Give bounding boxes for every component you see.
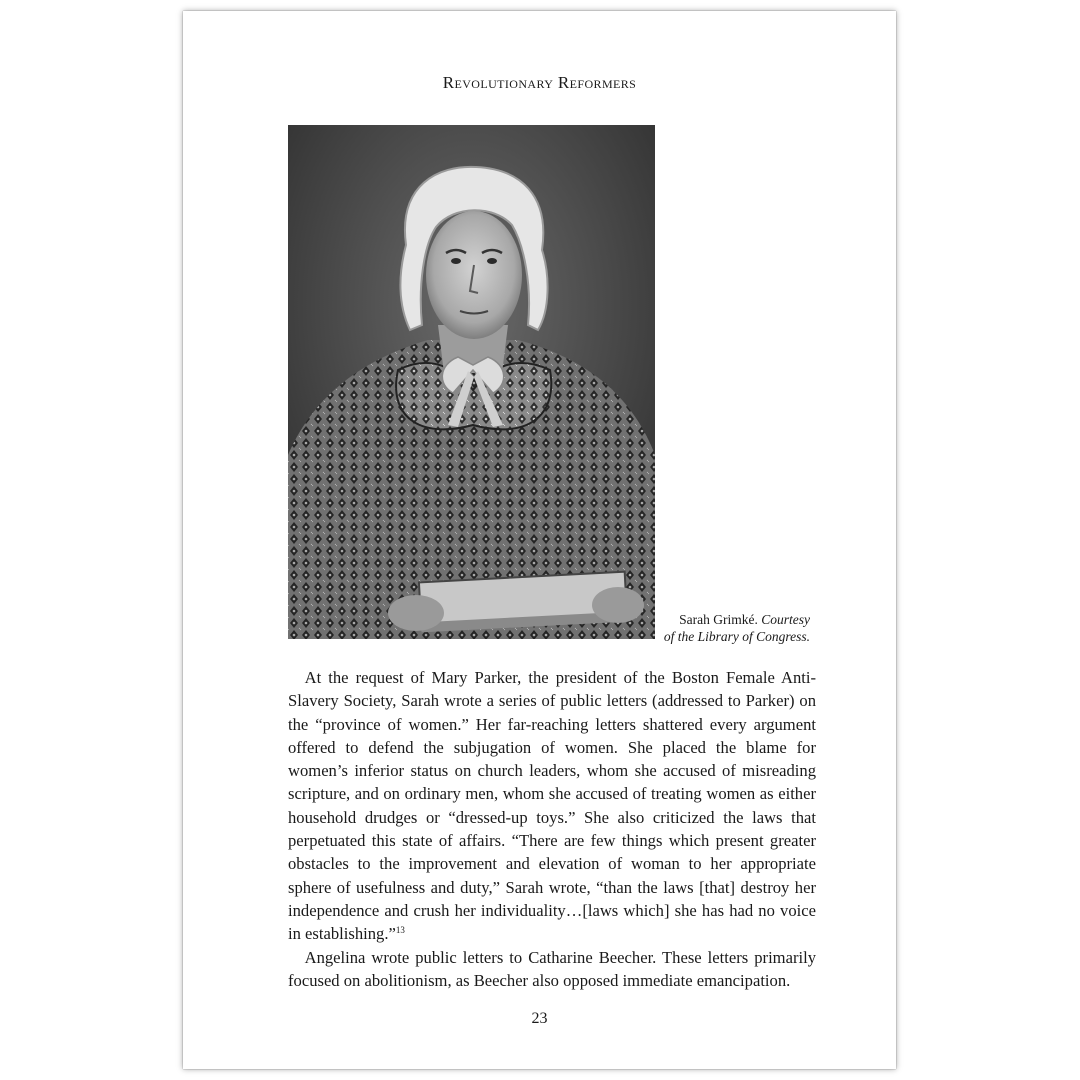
page-number: 23 <box>531 1010 548 1027</box>
caption-credit-2: of the Library of Congress. <box>663 629 810 644</box>
paragraph-2 <box>288 946 816 993</box>
endnote-ref-13: 13 <box>395 925 405 936</box>
paragraph-1-text: At the request of Mary Parker, the president of the Boston Female Anti-Slavery Society, Sarah wrote a series of public letters (addressed to Parker) on the “province of women.” Her far-reaching letters shattered every argument offered to defend the subjugation of women. She placed the blame for women’s inferior status on church leaders, whom she accused of misreading scripture, and on ordinary men, whom she accused of treating women as either household drudges or “dressed-up toys.” She also criticized the laws that perpetuated this state of affairs. “There are few things which present greater obstacles to the improvement and elevation of woman to her appropriate sphere of usefulness and duty,” Sarah wrote, “than the laws [that] destroy her independence and crush her individuality…[laws which] she has had no voice in establishing.” <box>288 668 816 944</box>
figure-caption <box>646 611 810 645</box>
running-head: Revolutionary Reformers <box>442 73 637 92</box>
portrait-photo <box>288 125 655 639</box>
body-text <box>288 666 816 992</box>
caption-name: Sarah Grimké. <box>679 612 758 627</box>
caption-credit-1: Courtesy <box>761 612 810 627</box>
paragraph-1 <box>288 666 816 946</box>
book-page <box>183 11 896 1069</box>
paragraph-2-text: Angelina wrote public letters to Catharine Beecher. These letters primarily focused on abolitionism, as Beecher also opposed immediate emancipation. <box>288 947 816 990</box>
